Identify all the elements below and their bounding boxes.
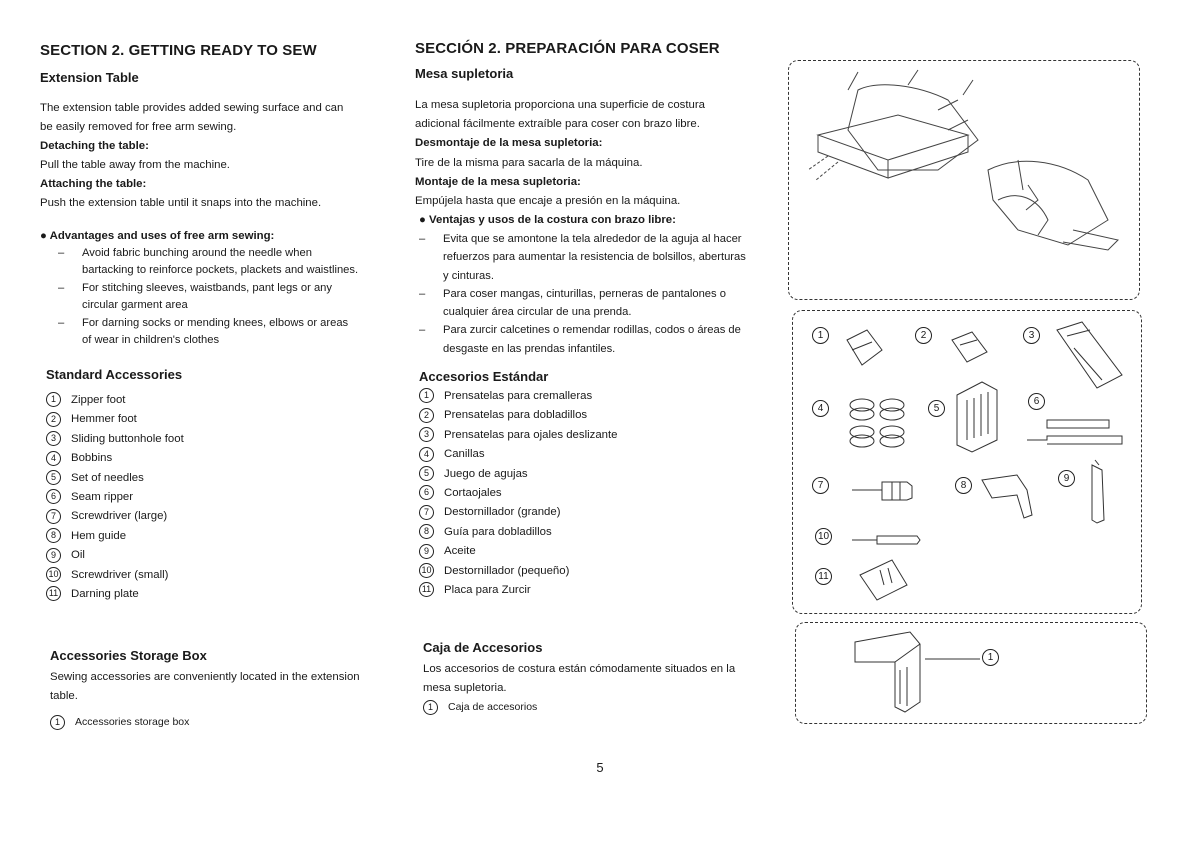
- bullet-text: Para coser mangas, cinturillas, perneras de pantalones o: [443, 287, 726, 300]
- bullet-line: [419, 248, 781, 266]
- accessory-number: 11: [419, 582, 434, 597]
- accessory-number: 2: [419, 408, 434, 423]
- bullet-dash: [58, 332, 82, 349]
- figure-callout-number: 5: [928, 400, 945, 417]
- section-title-es: SECCIÓN 2. PREPARACIÓN PARA COSER: [415, 40, 720, 57]
- accessory-number: 1: [419, 388, 434, 403]
- accessory-item: [419, 426, 618, 445]
- callout-number: 1: [423, 700, 438, 715]
- machine-illustration: [788, 60, 1138, 298]
- accessory-label: Guía para dobladillos: [444, 525, 552, 538]
- bullet-text: cualquier área circular de una prenda.: [443, 306, 632, 319]
- accessory-label: Darning plate: [71, 587, 139, 600]
- figure-callout-number: 9: [1058, 470, 1075, 487]
- figure-callout-number: 4: [812, 400, 829, 417]
- accessory-item: [46, 391, 184, 410]
- accessory-number: 5: [419, 466, 434, 481]
- accessory-item: [419, 581, 618, 600]
- detach-text-es: Tire de la misma para sacarla de la máquina.: [415, 156, 643, 169]
- bullet-line: [419, 321, 781, 339]
- accessory-label: Destornillador (grande): [444, 506, 561, 519]
- accessories-list: [46, 391, 184, 604]
- accessory-label: Prensatelas para ojales deslizante: [444, 428, 618, 441]
- accessory-label: Aceite: [444, 545, 476, 558]
- bullet-dash: [58, 262, 82, 279]
- attach-heading-es: Montaje de la mesa supletoria:: [415, 175, 581, 188]
- bullet-line: [58, 315, 403, 332]
- bullet-dash: [419, 267, 443, 285]
- accessory-item: [419, 523, 618, 542]
- bullet-line: [419, 285, 781, 303]
- accessory-item: [419, 465, 618, 484]
- accessory-item: [46, 546, 184, 565]
- accessory-label: Set of needles: [71, 471, 144, 484]
- figure-callout-number: 8: [955, 477, 972, 494]
- bullet-line: [419, 340, 781, 358]
- accessory-item: [46, 507, 184, 526]
- standard-accessories-heading: Standard Accessories: [46, 367, 183, 382]
- bullet-dash: [419, 303, 443, 321]
- bullet-line: [58, 280, 403, 297]
- bullet-text: refuerzos para aumentar la resistencia de bolsillos, aberturas: [443, 251, 746, 264]
- bullet-text: For stitching sleeves, waistbands, pant legs or any: [82, 281, 332, 294]
- extension-table-heading-es: Mesa supletoria: [415, 66, 514, 81]
- accessory-number: 3: [419, 427, 434, 442]
- storage-box-heading-es: Caja de Accesorios: [423, 640, 543, 655]
- accessory-number: 4: [46, 451, 61, 466]
- storage-box-illustration: [795, 622, 1145, 722]
- bullet-dash: [419, 248, 443, 266]
- accessory-number: 10: [46, 567, 61, 582]
- bullet-line: [58, 332, 403, 349]
- storage-box-item-es: 1 Caja de accesorios: [423, 698, 537, 717]
- accessories-list-es: [419, 387, 618, 600]
- accessory-number: 11: [46, 586, 61, 601]
- accessory-number: 8: [46, 528, 61, 543]
- accessory-item: [46, 449, 184, 468]
- accessory-label: Zipper foot: [71, 394, 126, 406]
- accessory-number: 3: [46, 431, 61, 446]
- bullet-text: bartacking to reinforce pockets, plackets and waistlines.: [82, 264, 359, 277]
- accessory-item: [419, 387, 618, 406]
- bullet-line: [58, 262, 403, 279]
- accessory-label: Prensatelas para dobladillos: [444, 409, 588, 422]
- detach-heading: Detaching the table:: [40, 140, 149, 152]
- accessory-label: Screwdriver (small): [71, 568, 169, 581]
- attach-text: Push the extension table until it snaps into the machine.: [40, 197, 322, 209]
- figure-callout-number: 1: [812, 327, 829, 344]
- bullet-line: [419, 230, 781, 248]
- bullet-line: [58, 297, 403, 314]
- attach-heading: Attaching the table:: [40, 178, 147, 190]
- accessory-item: [419, 406, 618, 425]
- accessory-number: 1: [46, 392, 61, 407]
- bullet-dash: [58, 297, 82, 314]
- figure-callout-number: 11: [815, 568, 832, 585]
- accessory-label: Prensatelas para cremalleras: [444, 390, 593, 402]
- accessory-item: [46, 585, 184, 604]
- advantages-list: [58, 245, 403, 349]
- accessory-item: [419, 484, 618, 503]
- figure-callout-number: 2: [915, 327, 932, 344]
- accessory-number: 10: [419, 563, 434, 578]
- bullet-text: Para zurcir calcetines o remendar rodillas, codos o áreas de: [443, 324, 741, 337]
- extension-table-heading: Extension Table: [40, 70, 139, 85]
- bullet-dash: –: [58, 281, 65, 294]
- accessory-number: 6: [46, 489, 61, 504]
- extension-table-text: The extension table provides added sewing surface and can be easily removed for free arm sewing. Detaching the table: Pull the table away from the machine. Attaching the table: Push the extension table until it snaps into the machine.: [40, 99, 400, 213]
- bullet-line: [419, 303, 781, 321]
- storage-box-text: Sewing accessories are conveniently located in the extension table.: [50, 671, 360, 702]
- accessory-label: Juego de agujas: [444, 467, 528, 480]
- accessory-item: [419, 503, 618, 522]
- detach-heading-es: Desmontaje de la mesa supletoria:: [415, 137, 603, 150]
- bullet-text: Evita que se amontone la tela alrededor de la aguja al hacer: [443, 233, 742, 245]
- accessory-number: 6: [419, 485, 434, 500]
- accessory-label: Hem guide: [71, 529, 127, 542]
- advantages-list-es: [419, 230, 781, 358]
- bullet-dash: –: [419, 287, 426, 300]
- bullet-dash: –: [58, 316, 65, 329]
- figure-callout-number: 3: [1023, 327, 1040, 344]
- detach-text: Pull the table away from the machine.: [40, 159, 230, 171]
- accessory-label: Destornillador (pequeño): [444, 564, 570, 577]
- bullet-line: [419, 267, 781, 285]
- accessory-item: [46, 469, 184, 488]
- page-number: 5: [596, 760, 604, 775]
- accessory-item: [46, 488, 184, 507]
- extension-table-text-es: La mesa supletoria proporciona una superficie de costura adicional fácilmente extraíble para coser con brazo libre. Desmontaje de la mesa supletoria: Tire de la misma para sacarla de la máquina. Montaje de la mesa supletoria: Empújela hasta que encaje a presión en la máquina.: [415, 96, 780, 211]
- accessory-item: [46, 527, 184, 546]
- bullet-text: desgaste en las prendas infantiles.: [443, 342, 616, 355]
- advantages-heading-es: ● Ventajas y usos de la costura con brazo libre:: [419, 214, 676, 226]
- bullet-text: circular garment area: [82, 299, 188, 312]
- storage-callout-number: 1: [982, 649, 999, 666]
- accessory-number: 9: [419, 544, 434, 559]
- bullet-line: [58, 245, 403, 262]
- accessory-label: Canillas: [444, 448, 485, 461]
- figure-callout-number: 10: [815, 528, 832, 545]
- accessory-number: 7: [46, 509, 61, 524]
- attach-text-es: Empújela hasta que encaje a presión en la máquina.: [415, 195, 681, 208]
- figure-callout-number: 6: [1028, 393, 1045, 410]
- storage-box-item: 1 Accessories storage box: [50, 713, 189, 732]
- accessory-label: Oil: [71, 549, 85, 562]
- callout-number: 1: [50, 715, 65, 730]
- accessory-number: 8: [419, 524, 434, 539]
- accessory-number: 2: [46, 412, 61, 427]
- section-title: SECTION 2. GETTING READY TO SEW: [40, 42, 317, 59]
- accessory-label: Placa para Zurcir: [444, 583, 531, 596]
- advantages-heading: ● Advantages and uses of free arm sewing:: [40, 230, 275, 242]
- bullet-text: y cinturas.: [443, 269, 494, 282]
- bullet-dash: –: [419, 233, 426, 245]
- bullet-dash: –: [419, 324, 426, 337]
- accessory-label: Seam ripper: [71, 490, 134, 503]
- accessory-label: Bobbins: [71, 452, 113, 465]
- accessory-item: [419, 562, 618, 581]
- bullet-text: of wear in children's clothes: [82, 334, 220, 347]
- bullet-dash: –: [58, 247, 65, 259]
- storage-box-text-es: Los accesorios de costura están cómodamente situados en la mesa supletoria.: [423, 663, 736, 694]
- accessories-illustrations: [792, 310, 1140, 612]
- accessory-number: 5: [46, 470, 61, 485]
- accessory-label: Sliding buttonhole foot: [71, 432, 184, 445]
- accessory-item: [46, 410, 184, 429]
- accessory-item: [46, 566, 184, 585]
- figure-callout-number: 7: [812, 477, 829, 494]
- standard-accessories-heading-es: Accesorios Estándar: [419, 369, 549, 384]
- accessory-item: [419, 445, 618, 464]
- accessory-number: 7: [419, 505, 434, 520]
- bullet-dash: [419, 340, 443, 358]
- accessory-label: Cortaojales: [444, 486, 502, 499]
- accessory-number: 9: [46, 548, 61, 563]
- accessory-label: Hemmer foot: [71, 413, 137, 426]
- accessory-number: 4: [419, 447, 434, 462]
- storage-box-heading: Accessories Storage Box: [50, 648, 207, 663]
- accessory-item: [419, 542, 618, 561]
- accessory-item: [46, 430, 184, 449]
- bullet-text: For darning socks or mending knees, elbows or areas: [82, 316, 349, 329]
- accessory-label: Screwdriver (large): [71, 510, 168, 523]
- bullet-text: Avoid fabric bunching around the needle when: [82, 247, 312, 259]
